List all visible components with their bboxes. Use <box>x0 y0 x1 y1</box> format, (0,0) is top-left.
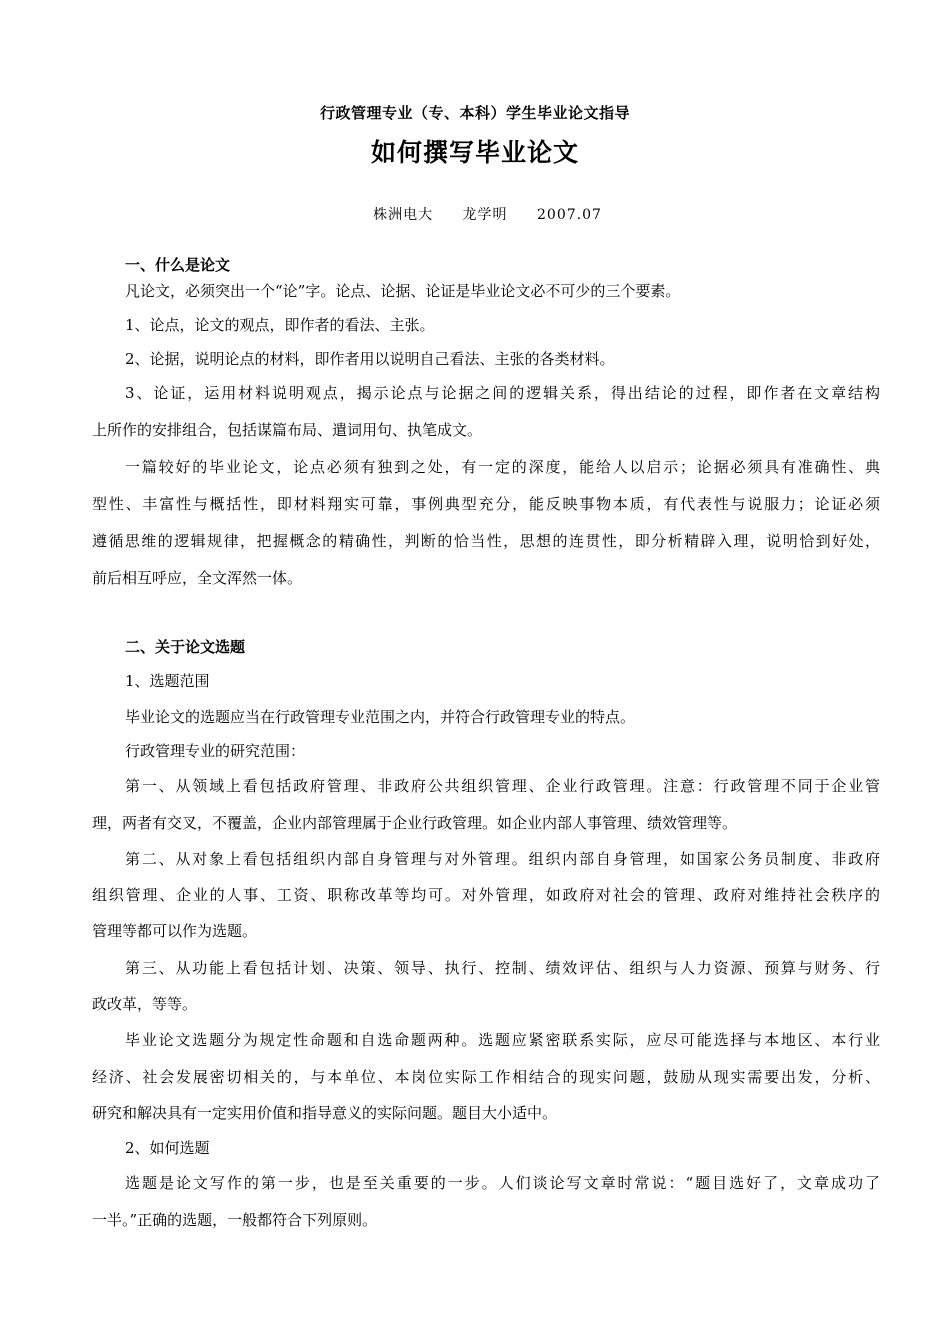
paragraph-line: 凡论文，必须突出一个“论”字。论点、论据、论证是毕业论文必不可少的三个要素。 <box>125 282 681 300</box>
paragraph-line: 第一、从领域上看包括政府管理、非政府公共组织管理、企业行政管理。注意：行政管理不同于企业管 <box>125 777 880 795</box>
section-heading-1: 一、什么是论文 <box>125 256 231 274</box>
paragraph-line: 1、论点，论文的观点，即作者的看法、主张。 <box>125 316 435 334</box>
document-title: 如何撰写毕业论文 <box>370 138 579 167</box>
document-subtitle: 行政管理专业（专、本科）学生毕业论文指导 <box>319 104 630 122</box>
paragraph-line: 1、选题范围 <box>125 672 210 690</box>
author-name: 龙学明 <box>462 207 508 223</box>
paragraph-line: 一篇较好的毕业论文，论点必须有独到之处，有一定的深度，能给人以启示；论据必须具有准确性、典 <box>125 458 880 476</box>
paragraph-line: 第二、从对象上看包括组织内部自身管理与对外管理。组织内部自身管理，如国家公务员制度、非政府 <box>125 850 880 868</box>
paragraph-line: 管理等都可以作为选题。 <box>92 922 258 940</box>
paragraph-line: 前后相互呼应，全文浑然一体。 <box>92 569 303 587</box>
paragraph-line: 毕业论文选题分为规定性命题和自选命题两种。选题应紧密联系实际，应尽可能选择与本地区、本行业 <box>125 1031 880 1049</box>
paragraph-line: 一半。”正确的选题，一般都符合下列原则。 <box>92 1211 378 1229</box>
paragraph-line: 2、论据，说明论点的材料，即作者用以说明自己看法、主张的各类材料。 <box>125 350 615 368</box>
paragraph-line: 研究和解决具有一定实用价值和指导意义的实际问题。题目大小适中。 <box>92 1104 558 1122</box>
author-org: 株洲电大 <box>373 207 434 223</box>
paragraph-line: 选题是论文写作的第一步，也是至关重要的一步。人们谈论写文章时常说：“题目选好了，文章成功了 <box>125 1174 880 1192</box>
paragraph-line: 2、如何选题 <box>125 1139 210 1157</box>
paragraph-line: 毕业论文的选题应当在行政管理专业范围之内，并符合行政管理专业的特点。 <box>125 708 636 726</box>
paragraph-line: 经济、社会发展密切相关的，与本单位、本岗位实际工作相结合的现实问题，鼓励从现实需要出发，分析、 <box>92 1068 880 1086</box>
paragraph-line: 第三、从功能上看包括计划、决策、领导、执行、控制、绩效评估、组织与人力资源、预算与财务、行 <box>125 959 880 977</box>
paragraph-line: 行政管理专业的研究范围： <box>125 742 306 760</box>
paragraph-line: 政改革，等等。 <box>92 995 198 1013</box>
paragraph-line: 组织管理、企业的人事、工资、职称改革等均可。对外管理，如政府对社会的管理、政府对维持社会秩序的 <box>92 886 880 904</box>
paragraph-line: 3、论证，运用材料说明观点，揭示论点与论据之间的逻辑关系，得出结论的过程，即作者在文章结构 <box>125 384 880 402</box>
paragraph-line: 理，两者有交叉，不覆盖，企业内部管理属于企业行政管理。如企业内部人事管理、绩效管理等。 <box>92 814 738 832</box>
paragraph-line: 型性、丰富性与概括性，即材料翔实可靠，事例典型充分，能反映事物本质，有代表性与说服力；论证必须 <box>92 495 880 513</box>
author-date: 2007.07 <box>537 207 602 223</box>
paragraph-line: 上所作的安排组合，包括谋篇布局、遣词用句、执笔成文。 <box>92 421 483 439</box>
author-line <box>0 204 950 224</box>
section-heading-2: 二、关于论文选题 <box>125 638 246 656</box>
paragraph-line: 遵循思维的逻辑规律，把握概念的精确性，判断的恰当性，思想的连贯性，即分析精辟入理，说明恰到好处， <box>92 532 880 550</box>
